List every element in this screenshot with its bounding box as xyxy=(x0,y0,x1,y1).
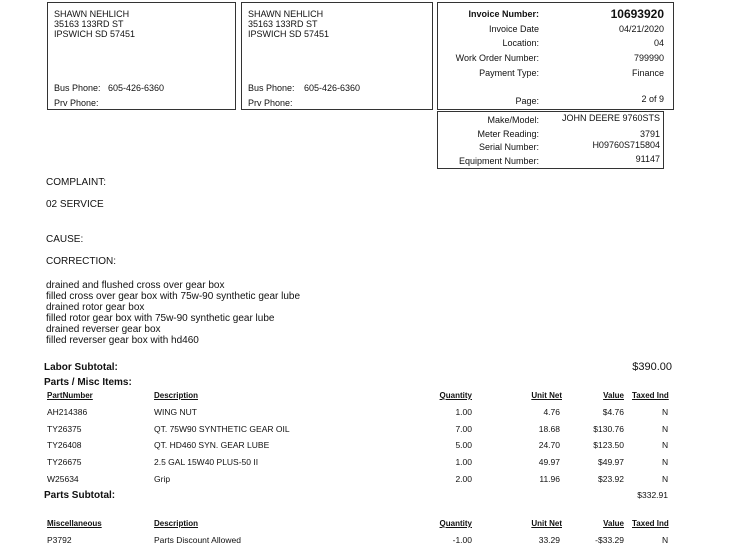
part-taxed: N xyxy=(662,424,669,434)
labor-subtotal-value: $390.00 xyxy=(632,361,672,373)
correction-line: filled reverser gear box with hd460 xyxy=(46,335,199,346)
work-order-label: Work Order Number: xyxy=(455,53,539,63)
part-description: WING NUT xyxy=(154,407,197,417)
ship-to-street: 35163 133RD ST xyxy=(248,19,318,29)
make-model-label: Make/Model: xyxy=(487,115,539,125)
bill-to-bus-phone-label: Bus Phone: xyxy=(54,83,101,93)
ship-to-bus-phone: 605-426-6360 xyxy=(304,83,361,93)
parts-subtotal-value: $332.91 xyxy=(637,490,668,500)
correction-label: CORRECTION: xyxy=(46,256,116,267)
part-number: TY26675 xyxy=(47,457,82,467)
invoice-info-box xyxy=(437,2,674,110)
part-value: $4.76 xyxy=(602,407,624,417)
parts-header-part: PartNumber xyxy=(47,391,93,400)
bill-to-street: 35163 133RD ST xyxy=(54,19,124,29)
part-unit-net: 18.68 xyxy=(538,424,560,434)
parts-title: Parts / Misc Items: xyxy=(44,377,132,388)
correction-line: drained rotor gear box xyxy=(46,302,145,313)
part-value: $130.76 xyxy=(593,424,624,434)
meter-reading-label: Meter Reading: xyxy=(477,129,539,139)
parts-header-unit: Unit Net xyxy=(531,391,562,400)
misc-header-qty: Quantity xyxy=(439,519,472,528)
invoice-number: 10693920 xyxy=(610,7,664,21)
invoice-number-label: Invoice Number: xyxy=(468,9,539,19)
parts-subtotal-label: Parts Subtotal: xyxy=(44,490,116,501)
part-unit-net: 49.97 xyxy=(538,457,560,467)
payment-type-label: Payment Type: xyxy=(479,68,539,78)
part-unit-net: 11.96 xyxy=(539,474,560,484)
bill-to-name: SHAWN NEHLICH xyxy=(54,9,130,19)
bill-to-prv-phone-label: Prv Phone: xyxy=(54,98,99,108)
complaint-text: 02 SERVICE xyxy=(46,199,104,210)
misc-number: P3792 xyxy=(47,535,72,545)
page-label: Page: xyxy=(515,96,539,106)
ship-to-bus-phone-label: Bus Phone: xyxy=(248,83,295,93)
part-value: $23.92 xyxy=(598,474,624,484)
misc-unit-net: 33.29 xyxy=(538,535,560,545)
payment-type-value: Finance xyxy=(631,68,664,78)
misc-value: -$33.29 xyxy=(595,535,624,545)
part-taxed: N xyxy=(662,407,669,417)
correction-line: filled rotor gear box with 75w-90 synthetic gear lube xyxy=(46,313,275,324)
labor-subtotal-label: Labor Subtotal: xyxy=(44,362,118,373)
equipment-number-label: Equipment Number: xyxy=(458,156,539,166)
equipment-box xyxy=(437,111,664,169)
part-quantity: 7.00 xyxy=(455,424,472,434)
ship-to-box xyxy=(241,2,433,110)
part-number: TY26375 xyxy=(47,424,82,434)
invoice-date-label: Invoice Date xyxy=(488,24,539,34)
part-description: Grip xyxy=(154,474,171,484)
work-order-value: 799990 xyxy=(633,53,664,63)
meter-reading-value: 3791 xyxy=(639,129,660,139)
part-number: AH214386 xyxy=(47,407,88,417)
parts-header-value: Value xyxy=(603,391,624,400)
serial-number-value: H09760S715804 xyxy=(592,140,660,150)
ship-to-name: SHAWN NEHLICH xyxy=(248,9,324,19)
bill-to-box xyxy=(47,2,236,110)
part-description: QT. HD460 SYN. GEAR LUBE xyxy=(154,440,270,450)
parts-header-qty: Quantity xyxy=(439,391,472,400)
misc-header-desc: Description xyxy=(154,519,199,528)
invoice-date: 04/21/2020 xyxy=(618,24,664,34)
part-quantity: 1.00 xyxy=(455,457,472,467)
part-number: TY26408 xyxy=(47,440,82,450)
misc-taxed: N xyxy=(662,535,669,545)
misc-description: Parts Discount Allowed xyxy=(154,535,241,545)
part-quantity: 2.00 xyxy=(455,474,472,484)
parts-header-taxed: Taxed Ind xyxy=(632,391,669,400)
part-taxed: N xyxy=(662,457,669,467)
correction-line: drained reverser gear box xyxy=(46,324,161,335)
ship-to-prv-phone-label: Prv Phone: xyxy=(248,98,293,108)
misc-header-part: Miscellaneous xyxy=(47,519,102,528)
misc-header-value: Value xyxy=(603,519,624,528)
part-description: 2.5 GAL 15W40 PLUS-50 II xyxy=(154,457,259,467)
ship-to-city: IPSWICH SD 57451 xyxy=(248,29,330,39)
parts-header-desc: Description xyxy=(154,391,199,400)
make-model-value: JOHN DEERE 9760STS xyxy=(561,113,660,123)
part-taxed: N xyxy=(662,440,669,450)
part-number: W25634 xyxy=(47,474,79,484)
page-value: 2 of 9 xyxy=(641,94,664,104)
serial-number-label: Serial Number: xyxy=(478,142,539,152)
equipment-number-value: 91147 xyxy=(635,154,660,164)
part-taxed: N xyxy=(662,474,669,484)
part-value: $123.50 xyxy=(593,440,624,450)
location-value: 04 xyxy=(653,38,664,48)
bill-to-bus-phone: 605-426-6360 xyxy=(108,83,165,93)
cause-label: CAUSE: xyxy=(46,234,84,245)
part-value: $49.97 xyxy=(598,457,624,467)
part-unit-net: 4.76 xyxy=(543,407,560,417)
complaint-label: COMPLAINT: xyxy=(46,177,107,188)
part-quantity: 5.00 xyxy=(455,440,472,450)
misc-header-taxed: Taxed Ind xyxy=(632,519,669,528)
correction-line: drained and flushed cross over gear box xyxy=(46,280,225,291)
location-label: Location: xyxy=(502,38,539,48)
bill-to-city: IPSWICH SD 57451 xyxy=(54,29,136,39)
misc-header-unit: Unit Net xyxy=(531,519,562,528)
part-description: QT. 75W90 SYNTHETIC GEAR OIL xyxy=(154,424,290,434)
part-unit-net: 24.70 xyxy=(538,440,560,450)
misc-quantity: -1.00 xyxy=(452,535,472,545)
correction-line: filled cross over gear box with 75w-90 synthetic gear lube xyxy=(46,291,301,302)
part-quantity: 1.00 xyxy=(455,407,472,417)
